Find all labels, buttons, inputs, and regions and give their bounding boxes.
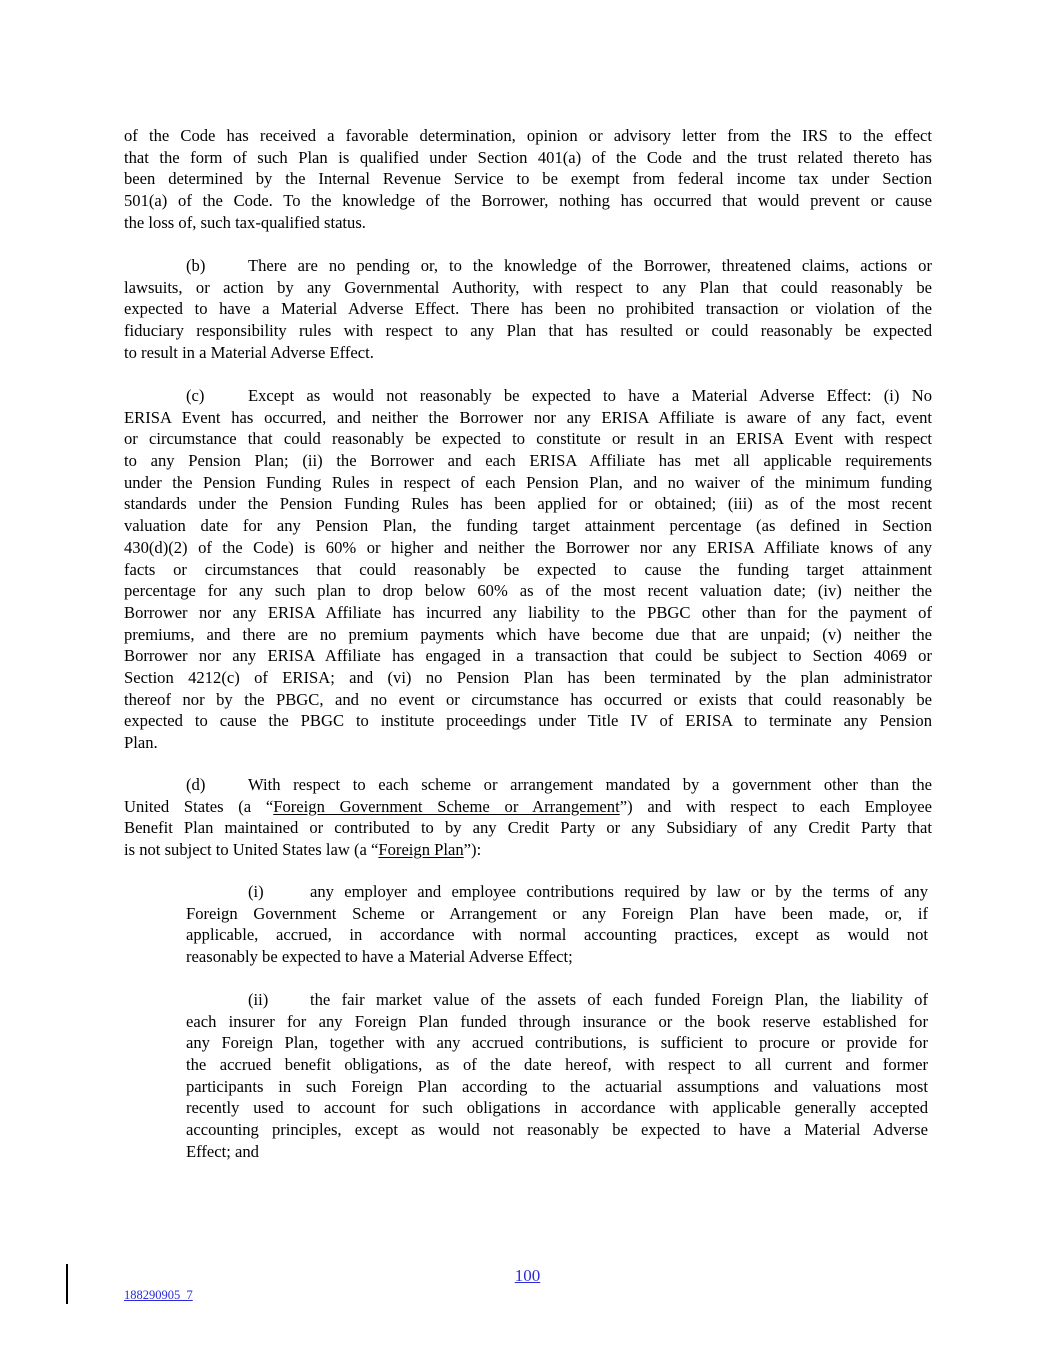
text-line: facts or circumstances that could reasonably be expected to cause the funding target attainment — [124, 559, 932, 579]
text-line: lawsuits, or action by any Governmental Authority, with respect to any Plan that could reasonably be — [124, 277, 932, 297]
text-line: to result in a Material Adverse Effect. — [124, 342, 374, 362]
text-line: fiduciary responsibility rules with respect to any Plan that has resulted or could reasonably be expected — [124, 321, 932, 341]
text-line: expected to have a Material Adverse Effect. There has been no prohibited transaction or violation of the — [124, 299, 932, 319]
paragraph-label: (i) — [248, 882, 264, 901]
text-line: accounting principles, except as would not reasonably be expected to have a Material Adverse — [186, 1120, 928, 1140]
text-line: reasonably be expected to have a Material Adverse Effect; — [186, 947, 573, 967]
subparagraph-ii — [186, 989, 928, 1163]
text-line: any employer and employee contributions required by law or by the terms of any — [310, 882, 928, 901]
paragraph-label: (c) — [186, 386, 205, 405]
paragraph-first-line — [124, 385, 932, 407]
text-line: percentage for any such plan to drop below 60% as of the most recent valuation date; (iv) neither the — [124, 581, 932, 601]
text-line: Benefit Plan maintained or contributed to by any Credit Party or any Subsidiary of any Credit Party that — [124, 818, 932, 838]
text-line: Borrower nor any ERISA Affiliate has engaged in a transaction that could be subject to Section 4069 or — [124, 646, 932, 666]
text-line: Except as would not reasonably be expected to have a Material Adverse Effect: (i) No — [248, 386, 932, 405]
text-line: There are no pending or, to the knowledge of the Borrower, threatened claims, actions or — [248, 256, 932, 275]
text-line: participants in such Foreign Plan according to the actuarial assumptions and valuations most — [186, 1076, 928, 1096]
paragraph-first-line — [124, 255, 932, 277]
paragraph-first-line — [186, 989, 928, 1011]
text-line: of the Code has received a favorable determination, opinion or advisory letter from the IRS to the effect — [124, 126, 932, 145]
text-line: premiums, and there are no premium payments which have become due that are unpaid; (v) neither the — [124, 624, 932, 644]
text-line: 430(d)(2) of the Code) is 60% or higher and neither the Borrower nor any ERISA Affiliate knows of any — [124, 537, 932, 557]
paragraph-intro — [124, 125, 932, 233]
text-line: recently used to account for such obligations in accordance with applicable generally accepted — [186, 1098, 928, 1118]
paragraph-label: (ii) — [248, 990, 269, 1009]
text-line: ERISA Event has occurred, and neither the Borrower nor any ERISA Affiliate is aware of any fact, event — [124, 407, 932, 427]
paragraph-first-line — [124, 774, 932, 796]
text-line: applicable, accrued, in accordance with normal accounting practices, except as would not — [186, 925, 928, 945]
text-line-with-defined-term: United States (a “Foreign Government Scheme or Arrangement”) and with respect to each Employee — [124, 796, 932, 816]
text-line: each insurer for any Foreign Plan funded through insurance or the book reserve established for — [186, 1011, 928, 1031]
text-line: valuation date for any Pension Plan, the funding target attainment percentage (as defined in Section — [124, 516, 932, 536]
paragraph-first-line — [186, 881, 928, 903]
text-line: Section 4212(c) of ERISA; and (vi) no Pension Plan has been terminated by the plan administrator — [124, 667, 932, 687]
paragraph-label: (b) — [186, 256, 206, 275]
text-line: the loss of, such tax-qualified status. — [124, 212, 366, 232]
text-line: Plan. — [124, 733, 158, 752]
document-id[interactable]: 188290905_7 — [124, 1288, 193, 1302]
paragraph-label: (d) — [186, 775, 206, 794]
paragraph-b — [124, 255, 932, 363]
text-line: Effect; and — [186, 1141, 259, 1161]
text-line: expected to cause the PBGC to institute proceedings under Title IV of ERISA to terminate any Pension — [124, 711, 932, 731]
text-line: standards under the Pension Funding Rules has been applied for or obtained; (iii) as of the most recent — [124, 494, 932, 514]
text-line: that the form of such Plan is qualified under Section 401(a) of the Code and the trust related thereto has — [124, 147, 932, 167]
text-line: 501(a) of the Code. To the knowledge of the Borrower, nothing has occurred that would prevent or cause — [124, 191, 932, 211]
page-number-link[interactable]: 100 — [514, 1266, 541, 1285]
text-line: to any Pension Plan; (ii) the Borrower and each ERISA Affiliate has met all applicable requirements — [124, 451, 932, 471]
text-line: With respect to each scheme or arrangement mandated by a government other than the — [248, 775, 932, 794]
text-line: any Foreign Plan, together with any accrued contributions, is sufficient to procure or provide for — [186, 1033, 928, 1053]
page-number[interactable] — [0, 1266, 1055, 1286]
text-line: Borrower nor any ERISA Affiliate has incurred any liability to the PBGC other than for the payment of — [124, 602, 932, 622]
text-line: the fair market value of the assets of each funded Foreign Plan, the liability of — [310, 990, 928, 1009]
defined-term: Foreign Plan — [378, 840, 464, 860]
text-line: under the Pension Funding Rules in respect of each Pension Plan, and no waiver of the minimum funding — [124, 472, 932, 492]
text-line: the accrued benefit obligations, as of the date hereof, with respect to all current and former — [186, 1055, 928, 1075]
paragraph-c — [124, 385, 932, 754]
text-line: or circumstance that could reasonably be expected to constitute or result in an ERISA Event with respect — [124, 429, 932, 449]
defined-term: Foreign Government Scheme or Arrangement — [273, 796, 620, 816]
text-line: thereof nor by the PBGC, and no event or circumstance has occurred or exists that could reasonably be — [124, 689, 932, 709]
paragraph-d — [124, 774, 932, 861]
text-line-with-defined-term: is not subject to United States law (a “Foreign Plan”): — [124, 840, 482, 860]
text-line: Foreign Government Scheme or Arrangement or any Foreign Plan have been made, or, if — [186, 903, 928, 923]
subparagraph-i — [186, 881, 928, 968]
text-line: been determined by the Internal Revenue Service to be exempt from federal income tax under Section — [124, 169, 932, 189]
